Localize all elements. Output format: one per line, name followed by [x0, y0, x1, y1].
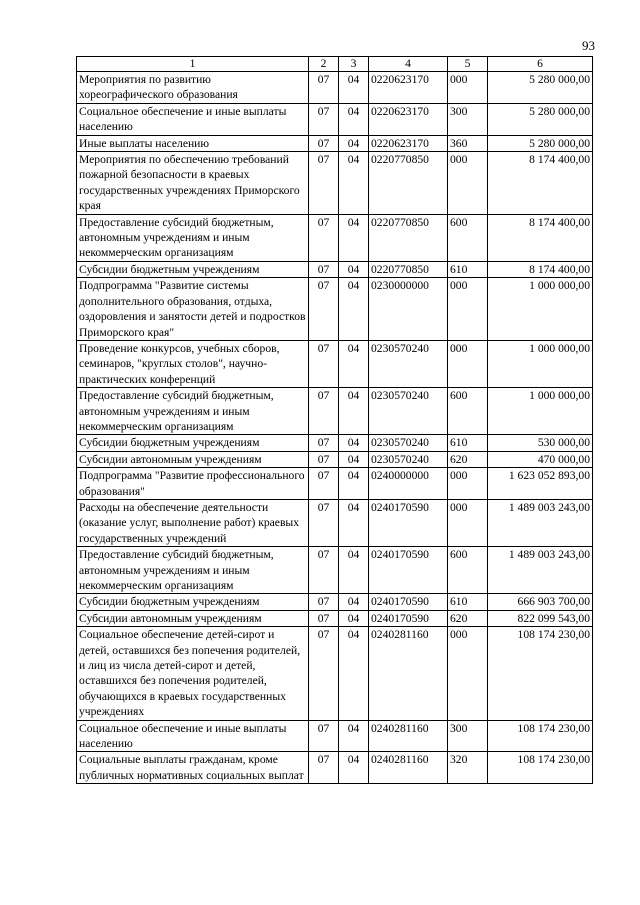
section-code-cell: 07 — [309, 610, 339, 626]
section-code-cell: 07 — [309, 103, 339, 135]
expense-type-cell: 610 — [448, 261, 488, 277]
expense-type-cell: 000 — [448, 278, 488, 341]
section-code-cell: 07 — [309, 451, 339, 467]
target-article-cell: 0240281160 — [369, 720, 448, 752]
expense-type-cell: 300 — [448, 720, 488, 752]
table-row — [77, 103, 593, 135]
row-name-cell: Социальное обеспечение детей-сирот и детей, оставшихся без попечения родителей, и лиц из числа детей-сирот и детей, оставшихся без попечения родителей, обучающихся в краевых государственных учреждениях — [77, 627, 309, 720]
section-code-cell: 07 — [309, 214, 339, 261]
table-row — [77, 720, 593, 752]
subsection-code-cell: 04 — [339, 752, 369, 784]
budget-table — [76, 56, 593, 784]
target-article-cell: 0240170590 — [369, 499, 448, 546]
subsection-code-cell: 04 — [339, 72, 369, 104]
table-row — [77, 627, 593, 720]
amount-cell: 1 623 052 893,00 — [488, 468, 593, 500]
table-row — [77, 152, 593, 215]
expense-type-cell: 000 — [448, 468, 488, 500]
row-name-cell: Иные выплаты населению — [77, 135, 309, 151]
amount-cell: 5 280 000,00 — [488, 135, 593, 151]
target-article-cell: 0220623170 — [369, 72, 448, 104]
table-row — [77, 278, 593, 341]
header-cell: 6 — [488, 57, 593, 72]
table-row — [77, 752, 593, 784]
expense-type-cell: 600 — [448, 214, 488, 261]
subsection-code-cell: 04 — [339, 610, 369, 626]
target-article-cell: 0240170590 — [369, 594, 448, 610]
table-row — [77, 610, 593, 626]
table-row — [77, 135, 593, 151]
target-article-cell: 0240000000 — [369, 468, 448, 500]
expense-type-cell: 000 — [448, 627, 488, 720]
target-article-cell: 0220770850 — [369, 261, 448, 277]
target-article-cell: 0220770850 — [369, 214, 448, 261]
row-name-cell: Субсидии автономным учреждениям — [77, 610, 309, 626]
subsection-code-cell: 04 — [339, 435, 369, 451]
target-article-cell: 0230570240 — [369, 340, 448, 387]
section-code-cell: 07 — [309, 468, 339, 500]
table-row — [77, 340, 593, 387]
row-name-cell: Предоставление субсидий бюджетным, автономным учреждениям и иным некоммерческим организациям — [77, 547, 309, 594]
table-row — [77, 547, 593, 594]
amount-cell: 530 000,00 — [488, 435, 593, 451]
expense-type-cell: 000 — [448, 499, 488, 546]
target-article-cell: 0220623170 — [369, 135, 448, 151]
table-row — [77, 214, 593, 261]
amount-cell: 8 174 400,00 — [488, 261, 593, 277]
subsection-code-cell: 04 — [339, 261, 369, 277]
expense-type-cell: 600 — [448, 388, 488, 435]
target-article-cell: 0240170590 — [369, 610, 448, 626]
table-row — [77, 435, 593, 451]
section-code-cell: 07 — [309, 152, 339, 215]
row-name-cell: Предоставление субсидий бюджетным, автономным учреждениям и иным некоммерческим организациям — [77, 214, 309, 261]
row-name-cell: Субсидии бюджетным учреждениям — [77, 435, 309, 451]
target-article-cell: 0230570240 — [369, 451, 448, 467]
table-row — [77, 388, 593, 435]
target-article-cell: 0240281160 — [369, 627, 448, 720]
subsection-code-cell: 04 — [339, 720, 369, 752]
subsection-code-cell: 04 — [339, 214, 369, 261]
subsection-code-cell: 04 — [339, 468, 369, 500]
header-cell: 3 — [339, 57, 369, 72]
amount-cell: 5 280 000,00 — [488, 72, 593, 104]
amount-cell: 1 489 003 243,00 — [488, 547, 593, 594]
row-name-cell: Расходы на обеспечение деятельности (оказание услуг, выполнение работ) краевых государственных учреждений — [77, 499, 309, 546]
subsection-code-cell: 04 — [339, 152, 369, 215]
row-name-cell: Социальное обеспечение и иные выплаты населению — [77, 103, 309, 135]
row-name-cell: Мероприятия по обеспечению требований пожарной безопасности в краевых государственных учреждениях Приморского края — [77, 152, 309, 215]
expense-type-cell: 000 — [448, 152, 488, 215]
section-code-cell: 07 — [309, 340, 339, 387]
row-name-cell: Проведение конкурсов, учебных сборов, семинаров, "круглых столов", научно-практических конференций — [77, 340, 309, 387]
amount-cell: 1 000 000,00 — [488, 388, 593, 435]
section-code-cell: 07 — [309, 261, 339, 277]
page-number: 93 — [582, 38, 595, 53]
target-article-cell: 0230000000 — [369, 278, 448, 341]
table-row — [77, 261, 593, 277]
header-cell: 5 — [448, 57, 488, 72]
subsection-code-cell: 04 — [339, 547, 369, 594]
expense-type-cell: 600 — [448, 547, 488, 594]
target-article-cell: 0240170590 — [369, 547, 448, 594]
row-name-cell: Предоставление субсидий бюджетным, автономным учреждениям и иным некоммерческим организациям — [77, 388, 309, 435]
expense-type-cell: 000 — [448, 340, 488, 387]
subsection-code-cell: 04 — [339, 278, 369, 341]
subsection-code-cell: 04 — [339, 340, 369, 387]
row-name-cell: Мероприятия по развитию хореографического образования — [77, 72, 309, 104]
expense-type-cell: 320 — [448, 752, 488, 784]
expense-type-cell: 620 — [448, 610, 488, 626]
header-cell: 4 — [369, 57, 448, 72]
target-article-cell: 0220623170 — [369, 103, 448, 135]
section-code-cell: 07 — [309, 388, 339, 435]
section-code-cell: 07 — [309, 720, 339, 752]
section-code-cell: 07 — [309, 278, 339, 341]
amount-cell: 1 000 000,00 — [488, 340, 593, 387]
expense-type-cell: 610 — [448, 594, 488, 610]
subsection-code-cell: 04 — [339, 103, 369, 135]
table-body — [77, 72, 593, 784]
row-name-cell: Социальное обеспечение и иные выплаты населению — [77, 720, 309, 752]
row-name-cell: Субсидии автономным учреждениям — [77, 451, 309, 467]
expense-type-cell: 360 — [448, 135, 488, 151]
expense-type-cell: 300 — [448, 103, 488, 135]
header-cell: 2 — [309, 57, 339, 72]
amount-cell: 470 000,00 — [488, 451, 593, 467]
amount-cell: 108 174 230,00 — [488, 627, 593, 720]
section-code-cell: 07 — [309, 594, 339, 610]
header-cell: 1 — [77, 57, 309, 72]
section-code-cell: 07 — [309, 435, 339, 451]
amount-cell: 5 280 000,00 — [488, 103, 593, 135]
section-code-cell: 07 — [309, 499, 339, 546]
section-code-cell: 07 — [309, 72, 339, 104]
section-code-cell: 07 — [309, 752, 339, 784]
section-code-cell: 07 — [309, 627, 339, 720]
subsection-code-cell: 04 — [339, 499, 369, 546]
target-article-cell: 0240281160 — [369, 752, 448, 784]
table-row — [77, 499, 593, 546]
amount-cell: 666 903 700,00 — [488, 594, 593, 610]
table-row — [77, 451, 593, 467]
amount-cell: 8 174 400,00 — [488, 152, 593, 215]
expense-type-cell: 610 — [448, 435, 488, 451]
amount-cell: 1 000 000,00 — [488, 278, 593, 341]
row-name-cell: Социальные выплаты гражданам, кроме публичных нормативных социальных выплат — [77, 752, 309, 784]
row-name-cell: Подпрограмма "Развитие системы дополнительного образования, отдыха, оздоровления и занятости детей и подростков Приморского края" — [77, 278, 309, 341]
row-name-cell: Субсидии бюджетным учреждениям — [77, 261, 309, 277]
expense-type-cell: 000 — [448, 72, 488, 104]
amount-cell: 822 099 543,00 — [488, 610, 593, 626]
table-row — [77, 594, 593, 610]
target-article-cell: 0230570240 — [369, 435, 448, 451]
subsection-code-cell: 04 — [339, 594, 369, 610]
table-row — [77, 72, 593, 104]
amount-cell: 108 174 230,00 — [488, 752, 593, 784]
table-row — [77, 468, 593, 500]
target-article-cell: 0230570240 — [369, 388, 448, 435]
header-row — [77, 57, 593, 72]
row-name-cell: Субсидии бюджетным учреждениям — [77, 594, 309, 610]
subsection-code-cell: 04 — [339, 135, 369, 151]
amount-cell: 108 174 230,00 — [488, 720, 593, 752]
section-code-cell: 07 — [309, 135, 339, 151]
section-code-cell: 07 — [309, 547, 339, 594]
subsection-code-cell: 04 — [339, 388, 369, 435]
amount-cell: 1 489 003 243,00 — [488, 499, 593, 546]
subsection-code-cell: 04 — [339, 627, 369, 720]
target-article-cell: 0220770850 — [369, 152, 448, 215]
expense-type-cell: 620 — [448, 451, 488, 467]
row-name-cell: Подпрограмма "Развитие профессионального образования" — [77, 468, 309, 500]
amount-cell: 8 174 400,00 — [488, 214, 593, 261]
subsection-code-cell: 04 — [339, 451, 369, 467]
